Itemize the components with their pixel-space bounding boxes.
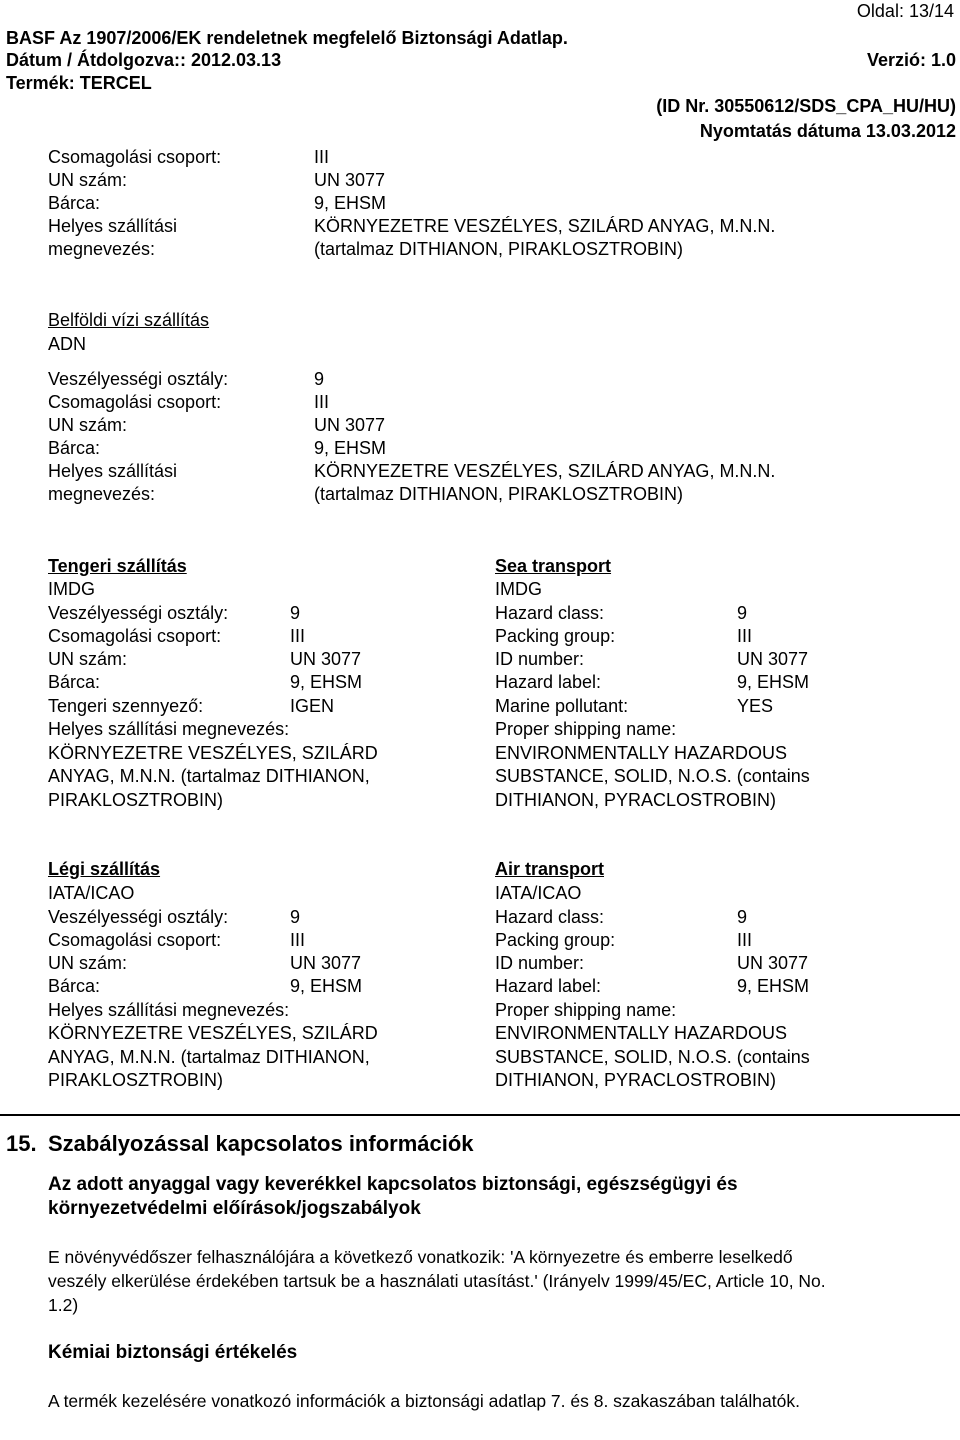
- marine-pollutant-value: YES: [737, 696, 774, 716]
- packing-group-label: Csomagolási csoport:: [48, 147, 222, 167]
- un-number-label: ID number:: [495, 953, 585, 973]
- un-number-label: UN szám:: [48, 415, 128, 435]
- un-number-value: UN 3077: [314, 415, 386, 435]
- chemical-safety-title: Kémiai biztonsági értékelés: [48, 1342, 298, 1363]
- hazard-label-label: Bárca:: [48, 672, 101, 692]
- un-number-label: UN szám:: [48, 953, 128, 973]
- hazard-class-value: 9: [290, 907, 301, 927]
- hazard-class-label: Hazard class:: [495, 603, 605, 623]
- shipping-name-label: megnevezés:: [48, 239, 156, 259]
- section-subtitle: környezetvédelmi előírások/jogszabályok: [48, 1198, 421, 1219]
- shipping-name-value: KÖRNYEZETRE VESZÉLYES, SZILÁRD: [48, 1023, 378, 1043]
- sea-code-hu: IMDG: [48, 579, 95, 599]
- shipping-name-label: Helyes szállítási: [48, 461, 178, 481]
- hazard-class-label: Veszélyességi osztály:: [48, 369, 229, 389]
- marine-pollutant-label: Marine pollutant:: [495, 696, 629, 716]
- hazard-label-value: 9, EHSM: [737, 976, 810, 996]
- packing-group-label: Csomagolási csoport:: [48, 930, 222, 950]
- un-number-value: UN 3077: [290, 953, 362, 973]
- shipping-name-value: KÖRNYEZETRE VESZÉLYES, SZILÁRD ANYAG, M.N.N.: [314, 461, 776, 481]
- chemical-safety-text: A termék kezelésére vonatkozó információk a biztonsági adatlap 7. és 8. szakaszában találhatók.: [48, 1391, 800, 1411]
- hazard-class-label: Veszélyességi osztály:: [48, 907, 229, 927]
- packing-group-label: Csomagolási csoport:: [48, 626, 222, 646]
- shipping-name-label: Proper shipping name:: [495, 719, 677, 739]
- air-transport-title-en: Air transport: [495, 859, 605, 879]
- marine-pollutant-value: IGEN: [290, 696, 335, 716]
- shipping-name-label: Proper shipping name:: [495, 1000, 677, 1020]
- hazard-class-value: 9: [737, 603, 748, 623]
- marine-pollutant-label: Tengeri szennyező:: [48, 696, 204, 716]
- shipping-name-value: DITHIANON, PYRACLOSTROBIN): [495, 790, 777, 810]
- air-code-en: IATA/ICAO: [495, 883, 582, 903]
- shipping-name-value: (tartalmaz DITHIANON, PIRAKLOSZTROBIN): [314, 484, 684, 504]
- page-number: Oldal: 13/14: [856, 1, 954, 21]
- section-divider: [0, 1114, 960, 1116]
- paragraph-line: E növényvédőszer felhasználójára a következő vonatkozik: 'A környezetre és emberre leselkedő: [48, 1247, 793, 1267]
- packing-group-value: III: [737, 626, 753, 646]
- section-title: Szabályozással kapcsolatos információk: [48, 1131, 474, 1156]
- section-subtitle: Az adott anyaggal vagy keverékkel kapcsolatos biztonsági, egészségügyi és: [48, 1174, 738, 1195]
- un-number-value: UN 3077: [314, 170, 386, 190]
- hazard-label-label: Bárca:: [48, 438, 101, 458]
- packing-group-label: Packing group:: [495, 930, 616, 950]
- sea-transport-title-en: Sea transport: [495, 556, 612, 576]
- hazard-class-label: Veszélyességi osztály:: [48, 603, 229, 623]
- packing-group-value: III: [314, 392, 330, 412]
- air-transport-title-hu: Légi szállítás: [48, 859, 161, 879]
- sea-transport-title-hu: Tengeri szállítás: [48, 556, 187, 576]
- hazard-label-label: Bárca:: [48, 976, 101, 996]
- hazard-class-value: 9: [737, 907, 748, 927]
- shipping-name-value: ANYAG, M.N.N. (tartalmaz DITHIANON,: [48, 766, 370, 786]
- un-number-value: UN 3077: [737, 649, 809, 669]
- adn-title: Belföldi vízi szállítás: [48, 310, 210, 330]
- shipping-name-label: megnevezés:: [48, 484, 156, 504]
- hazard-label-value: 9, EHSM: [314, 193, 387, 213]
- un-number-value: UN 3077: [737, 953, 809, 973]
- shipping-name-value: KÖRNYEZETRE VESZÉLYES, SZILÁRD ANYAG, M.N.N.: [314, 216, 776, 236]
- packing-group-value: III: [290, 626, 306, 646]
- hazard-class-value: 9: [290, 603, 301, 623]
- header-print-date: Nyomtatás dátuma 13.03.2012: [699, 121, 956, 141]
- paragraph-line: 1.2): [48, 1295, 79, 1315]
- un-number-label: UN szám:: [48, 170, 128, 190]
- hazard-class-label: Hazard class:: [495, 907, 605, 927]
- header-id: (ID Nr. 30550612/SDS_CPA_HU/HU): [656, 96, 956, 116]
- un-number-label: UN szám:: [48, 649, 128, 669]
- shipping-name-label: Helyes szállítási: [48, 216, 178, 236]
- shipping-name-value: ENVIRONMENTALLY HAZARDOUS: [495, 1023, 788, 1043]
- hazard-label-label: Bárca:: [48, 193, 101, 213]
- hazard-label-value: 9, EHSM: [290, 976, 363, 996]
- hazard-class-value: 9: [314, 369, 325, 389]
- adn-code: ADN: [48, 334, 87, 354]
- sea-code-en: IMDG: [495, 579, 542, 599]
- hazard-label-value: 9, EHSM: [290, 672, 363, 692]
- header-date: Dátum / Átdolgozva:: 2012.03.13: [6, 50, 282, 70]
- header-version: Verzió: 1.0: [866, 50, 956, 70]
- un-number-value: UN 3077: [290, 649, 362, 669]
- hazard-label-label: Hazard label:: [495, 672, 602, 692]
- packing-group-value: III: [314, 147, 330, 167]
- shipping-name-value: SUBSTANCE, SOLID, N.O.S. (contains: [495, 1047, 810, 1067]
- section-number: 15.: [6, 1131, 37, 1156]
- packing-group-value: III: [737, 930, 753, 950]
- shipping-name-value: ANYAG, M.N.N. (tartalmaz DITHIANON,: [48, 1047, 370, 1067]
- shipping-name-value: ENVIRONMENTALLY HAZARDOUS: [495, 743, 788, 763]
- paragraph-line: veszély elkerülése érdekében tartsuk be a használati utasítást.' (Irányelv 1999/45/EC, Article 10, No.: [48, 1271, 826, 1291]
- un-number-label: ID number:: [495, 649, 585, 669]
- hazard-label-value: 9, EHSM: [737, 672, 810, 692]
- shipping-name-value: (tartalmaz DITHIANON, PIRAKLOSZTROBIN): [314, 239, 684, 259]
- header-title: BASF Az 1907/2006/EK rendeletnek megfelelő Biztonsági Adatlap.: [6, 28, 568, 48]
- shipping-name-label: Helyes szállítási megnevezés:: [48, 719, 290, 739]
- header-product: Termék: TERCEL: [6, 73, 152, 93]
- shipping-name-value: DITHIANON, PYRACLOSTROBIN): [495, 1070, 777, 1090]
- packing-group-label: Csomagolási csoport:: [48, 392, 222, 412]
- packing-group-label: Packing group:: [495, 626, 616, 646]
- packing-group-value: III: [290, 930, 306, 950]
- shipping-name-value: PIRAKLOSZTROBIN): [48, 1070, 224, 1090]
- shipping-name-value: PIRAKLOSZTROBIN): [48, 790, 224, 810]
- shipping-name-value: SUBSTANCE, SOLID, N.O.S. (contains: [495, 766, 810, 786]
- hazard-label-value: 9, EHSM: [314, 438, 387, 458]
- shipping-name-label: Helyes szállítási megnevezés:: [48, 1000, 290, 1020]
- shipping-name-value: KÖRNYEZETRE VESZÉLYES, SZILÁRD: [48, 743, 378, 763]
- hazard-label-label: Hazard label:: [495, 976, 602, 996]
- air-code-hu: IATA/ICAO: [48, 883, 135, 903]
